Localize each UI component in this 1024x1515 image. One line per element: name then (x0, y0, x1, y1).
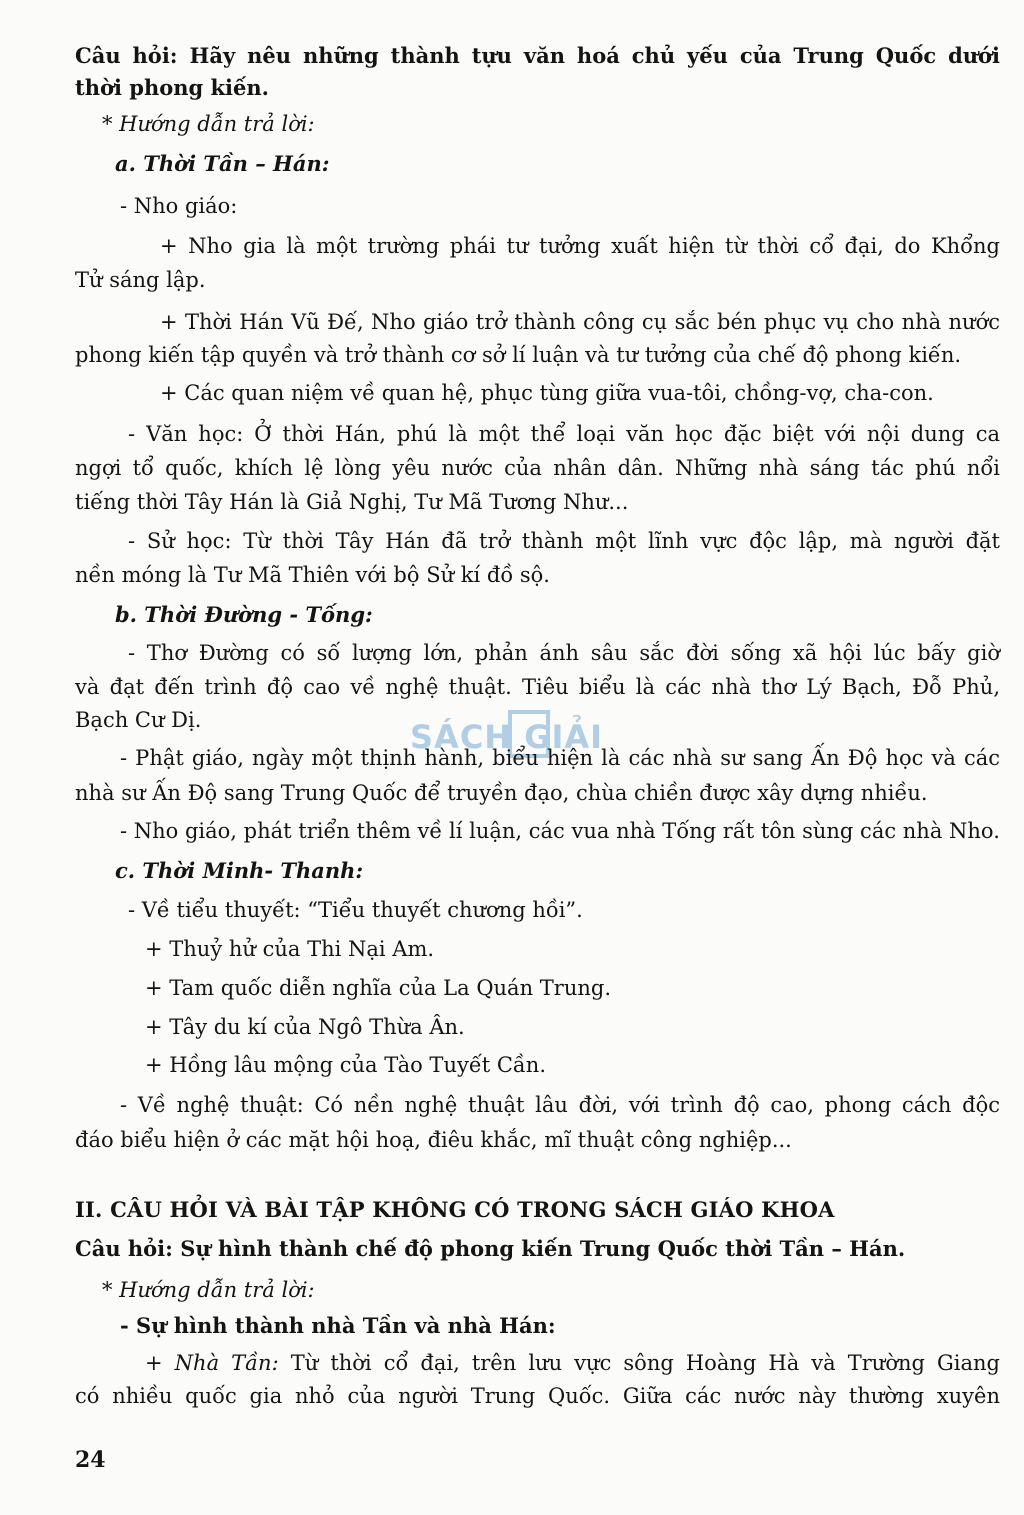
confucianism-point-1-line-2: Tử sáng lập. (75, 268, 206, 292)
tang-poetry-line-1: - Thơ Đường có số lượng lớn, phản ánh sâu sắc đời sống xã hội lúc bấy giờ (128, 641, 1000, 665)
question-1-line-1: Câu hỏi: Hãy nêu những thành tựu văn hoá chủ yếu của Trung Quốc dưới (75, 43, 1000, 68)
question-1-line-2: thời phong kiến. (75, 75, 269, 100)
confucianism-point-3: + Các quan niệm về quan hệ, phục tùng giữa vua-tôi, chồng-vợ, cha-con. (160, 381, 934, 405)
art-line-1: - Về nghệ thuật: Có nền nghệ thuật lâu đời, với trình độ cao, phong cách độc (120, 1093, 1000, 1117)
qin-label: + Nhà Tần: (145, 1351, 279, 1375)
history-line-1: - Sử học: Từ thời Tây Hán đã trở thành một lĩnh vực độc lập, mà người đặt (128, 529, 1000, 553)
answer-guide-label: * Hướng dẫn trả lời: (102, 112, 315, 136)
novel-item: + Tây du kí của Ngô Thừa Ân. (145, 1015, 465, 1039)
novel-item: + Thuỷ hử của Thi Nại Am. (145, 937, 435, 961)
qin-text: Từ thời cổ đại, trên lưu vực sông Hoàng Hà và Trường Giang (290, 1351, 1000, 1375)
section-a-heading: a. Thời Tần – Hán: (115, 151, 330, 176)
qin-line-1 (145, 1348, 1000, 1378)
novel-item: + Hồng lâu mộng của Tào Tuyết Cần. (145, 1053, 546, 1077)
tang-poetry-line-3: Bạch Cư Dị. (75, 708, 202, 732)
literature-line-3: tiếng thời Tây Hán là Giả Nghị, Tư Mã Tương Như... (75, 490, 629, 514)
confucianism-label: - Nho giáo: (120, 194, 238, 218)
buddhism-line-2: nhà sư Ấn Độ sang Trung Quốc để truyền đạo, chùa chiền được xây dựng nhiều. (75, 781, 928, 805)
confucianism-point-2-line-1: + Thời Hán Vũ Đế, Nho giáo trở thành công cụ sắc bén phục vụ cho nhà nước (160, 310, 1000, 334)
qin-han-subheading: - Sự hình thành nhà Tần và nhà Hán: (120, 1313, 556, 1338)
literature-line-1: - Văn học: Ở thời Hán, phú là một thể loại văn học đặc biệt với nội dung ca (128, 422, 1000, 446)
question-2: Câu hỏi: Sự hình thành chế độ phong kiến Trung Quốc thời Tần – Hán. (75, 1236, 906, 1261)
novel-heading: - Về tiểu thuyết: “Tiểu thuyết chương hồi”. (128, 898, 583, 922)
buddhism-line-1: - Phật giáo, ngày một thịnh hành, biểu hiện là các nhà sư sang Ấn Độ học và các (120, 746, 1000, 770)
literature-line-2: ngợi tổ quốc, khích lệ lòng yêu nước của nhân dân. Những nhà sáng tác phú nổi (75, 456, 1000, 480)
confucianism-point-2-line-2: phong kiến tập quyền và trở thành cơ sở lí luận và tư tưởng của chế độ phong kiến. (75, 343, 962, 367)
novel-item: + Tam quốc diễn nghĩa của La Quán Trung. (145, 976, 611, 1000)
qin-line-2: có nhiều quốc gia nhỏ của người Trung Quốc. Giữa các nước này thường xuyên (75, 1384, 1000, 1408)
tang-poetry-line-2: và đạt đến trình độ cao về nghệ thuật. Tiêu biểu là các nhà thơ Lý Bạch, Đỗ Phủ, (75, 675, 1000, 699)
song-confucianism: - Nho giáo, phát triển thêm về lí luận, các vua nhà Tống rất tôn sùng các nhà Nho. (120, 819, 1000, 843)
section-b-heading: b. Thời Đường - Tống: (115, 602, 373, 627)
history-line-2: nền móng là Tư Mã Thiên với bộ Sử kí đồ sộ. (75, 563, 550, 587)
part-2-heading: II. CÂU HỎI VÀ BÀI TẬP KHÔNG CÓ TRONG SÁCH GIÁO KHOA (75, 1197, 835, 1222)
answer-guide-label-2: * Hướng dẫn trả lời: (102, 1278, 315, 1302)
watermark-text: SÁCH GIẢI (410, 718, 604, 756)
section-c-heading: c. Thời Minh- Thanh: (115, 858, 364, 883)
art-line-2: đáo biểu hiện ở các mặt hội hoạ, điêu khắc, mĩ thuật công nghiệp... (75, 1128, 792, 1152)
confucianism-point-1-line-1: + Nho gia là một trường phái tư tưởng xuất hiện từ thời cổ đại, do Khổng (160, 234, 1000, 258)
page-number: 24 (75, 1447, 106, 1473)
